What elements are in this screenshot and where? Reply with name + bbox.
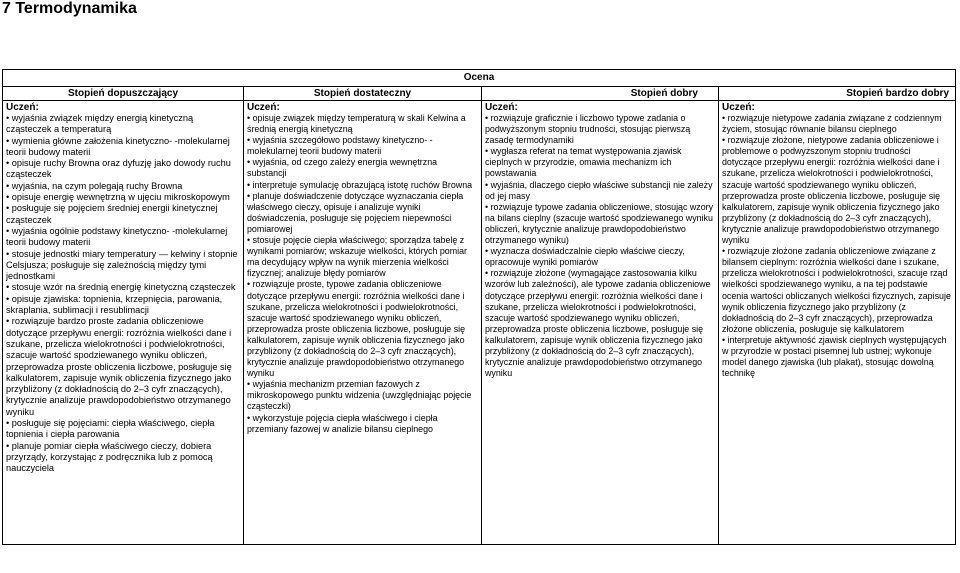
requirement-item: • wygłasza referat na temat występowania zjawisk cieplnych w przyrodzie, omawia mechanizm ich powstawania [485,146,682,179]
requirement-item: • rozwiązuje bardzo proste zadania obliczeniowe dotyczące przepływu energii: rozróżnia wielkości dane i szukane, przelicza wielokrotności i podwielokrotności, szacuje wartość spodziewanego wyniku obliczeń, przeprowadza proste obliczenia liczbowe, posługuje się kalkulatorem, zapisuje wynik obliczenia fizycznego jako przybliżony (z dokładnością do 2–3 cyfr znaczących), krytycznie analizuje prawdopodobieństwo otrzymanego wyniku [6,316,232,417]
requirement-item: • rozwiązuje typowe zadania obliczeniowe, stosując wzory na bilans cieplny (szacuje wartość spodziewanego wyniku obliczeń, krytycznie analizuje prawdopodobieństwo otrzymanego wyniku) [485,201,714,246]
column-dobry [482,101,719,545]
requirement-item: • rozwiązuje złożone (wymagające zastosowania kilku wzorów lub zależności), ale typowe zadania obliczeniowe dotyczące przepływu energii: rozróżnia wielkości dane i szukane, przelicza wielokrotności i podwielokrotności, szacuje wartość spodziewanego wyniku obliczeń, przeprowadza proste obliczenia liczbowe, posługuje się kalkulatorem, zapisuje wynik obliczenia fizycznego jako przybliżony (z dokładnością do 2–3 cyfr znaczących), krytycznie analizuje prawdopodobieństwo otrzymanego wyniku [485,268,711,379]
requirement-item: • wyjaśnia szczegółowo podstawy kinetyczno- -molekularnej teorii budowy materii [247,135,433,157]
content-row [3,101,956,545]
ocena-header: Ocena [3,70,956,87]
requirement-item: • stosuje pojęcie ciepła właściwego; sporządza tabelę z wynikami pomiarów; wskazuje wielkości, których pomiar ma decydujący wpływ na wynik mierzenia wielkości fizycznej; analizuje błędy pomiarów [247,235,467,279]
requirements-list [6,113,240,475]
requirement-item: • wyjaśnia, dlaczego ciepło właściwe substancji nie zależy od jej masy [485,179,713,201]
requirement-item: • opisuje energię wewnętrzną w ujęciu mikroskopowym [6,192,230,203]
student-label: Uczeń: [247,102,280,113]
grading-table [2,69,956,545]
requirements-list [722,113,952,379]
requirement-item: • posługuje się pojęciem średniej energii kinetycznej cząsteczek [6,203,218,225]
requirement-item: • interpretuje aktywność zjawisk cieplnych występujących w przyrodzie w postaci pisemnej lub ustnej; wykonuje model danego zjawiska (lub plakat), stosując dowolną technikę [722,334,947,379]
requirement-item: • rozwiązuje złożone zadania obliczeniowe związane z bilansem cieplnym: rozróżnia wielkości dane i szukane, przelicza wielokrotności i podwielokrotności, szacuje rząd wielkości spodziewanego wyniku, a na tej podstawie ocenia wartości obliczanych wielkości fizycznych, zapisuje wynik obliczenia fizycznego jako przybliżony (z dokładnością do 2–3 cyfr znaczących), przeprowadza złożone obliczenia, posługuje się kalkulatorem [722,246,951,334]
student-label: Uczeń: [485,102,518,113]
requirement-item: • interpretuje symulację obrazującą istotę ruchów Browna [247,179,473,190]
level-header-bardzo-dobry: Stopień bardzo dobry [719,87,956,101]
level-header-dostateczny: Stopień dostateczny [244,87,482,101]
requirement-item: • stosuje wzór na średnią energię kinetyczną cząsteczek [6,282,236,293]
level-header-dopuszczajacy: Stopień dopuszczający [3,87,244,101]
requirements-list [247,113,478,435]
ocena-row [3,70,956,87]
requirement-item: • opisuje związek między temperaturą w skali Kelwina a średnią energią kinetyczną [247,113,466,135]
requirement-item: • stosuje jednostki miary temperatury — kelwiny i stopnie Celsjusza; posługuje się zależnością między tymi jednostkami [6,248,238,282]
student-label: Uczeń: [6,102,39,113]
requirement-item: • wymienia główne założenia kinetyczno- -molekularnej teorii budowy materii [6,135,230,157]
requirements-list [485,113,715,379]
requirement-item: • planuje doświadczenie dotyczące wyznaczania ciepła właściwego cieczy, opisuje i analizuje wyniki doświadczenia, posługuje się pojęciem niepewności pomiarowej [247,190,464,234]
requirement-item: • wyznacza doświadczalnie ciepło właściwe cieczy, opracowuje wyniki pomiarów [485,246,685,268]
requirement-item: • wyjaśnia, na czym polegają ruchy Browna [6,180,183,191]
requirement-item: • wyjaśnia, od czego zależy energia wewnętrzna substancji [247,157,438,179]
column-bardzo-dobry [719,101,956,545]
requirement-item: • rozwiązuje proste, typowe zadania obliczeniowe dotyczące przepływu energii: rozróżnia wielkości dane i szukane, przelicza wielokrotności i podwielokrotności, szacuje wartość spodziewanego wyniku obliczeń, przeprowadza proste obliczenia liczbowe, posługuje się kalkulatorem, zapisuje wynik obliczenia fizycznego jako przybliżony (z dokładnością do 2–3 cyfr znaczących), krytycznie analizuje prawdopodobieństwo otrzymanego wyniku [247,279,466,379]
requirement-item: • posługuje się pojęciami: ciepła właściwego, ciepła topnienia i ciepła parowania [6,418,215,440]
student-label: Uczeń: [722,102,755,113]
page-title: 7 Termodynamika [2,0,137,17]
requirement-item: • opisuje ruchy Browna oraz dyfuzję jako dowody ruchu cząsteczek [6,158,231,180]
column-dopuszczajacy [3,101,244,545]
requirement-item: • wykorzystuje pojęcia ciepła właściwego i ciepła przemiany fazowej w analizie bilansu cieplnego [247,412,438,434]
requirement-item: • rozwiązuje graficznie i liczbowo typowe zadania o podwyższonym stopniu trudności, stosując pierwszą zasadę termodynamiki [485,113,691,146]
requirement-item: • rozwiązuje nietypowe zadania związane z codziennym życiem, stosując równanie bilansu cieplnego [722,113,942,135]
requirement-item: • wyjaśnia związek między energią kinetyczną cząsteczek a temperaturą [6,113,194,135]
level-header-dobry: Stopień dobry [482,87,719,101]
column-dostateczny [244,101,482,545]
requirement-item: • planuje pomiar ciepła właściwego cieczy, dobiera przyrządy, korzystając z podręcznika lub z pomocą nauczyciela [6,440,213,474]
requirement-item: • rozwiązuje złożone, nietypowe zadania obliczeniowe i problemowe o podwyższonym stopniu trudności dotyczące przepływu energii: rozróżnia wielkości dane i szukane, przelicza wielokrotności i podwielokrotności, szacuje wartość spodziewanego wyniku obliczeń, przeprowadza proste obliczenia liczbowe, posługuje się kalkulatorem, zapisuje wynik obliczenia fizycznego jako przybliżony (z dokładnością do 2–3 cyfr znaczących), krytycznie analizuje prawdopodobieństwo otrzymanego wyniku [722,135,941,246]
requirement-item: • wyjaśnia ogólnie podstawy kinetyczno- -molekularnej teorii budowy materii [6,225,228,248]
requirement-item: • wyjaśnia mechanizm przemian fazowych z mikroskopowego punktu widzenia (uwzględniając pojęcie cząsteczki) [247,379,472,412]
levels-row [3,87,956,101]
requirement-item: • opisuje zjawiska: topnienia, krzepnięcia, parowania, skraplania, sublimacji i resublimacji [6,293,223,316]
